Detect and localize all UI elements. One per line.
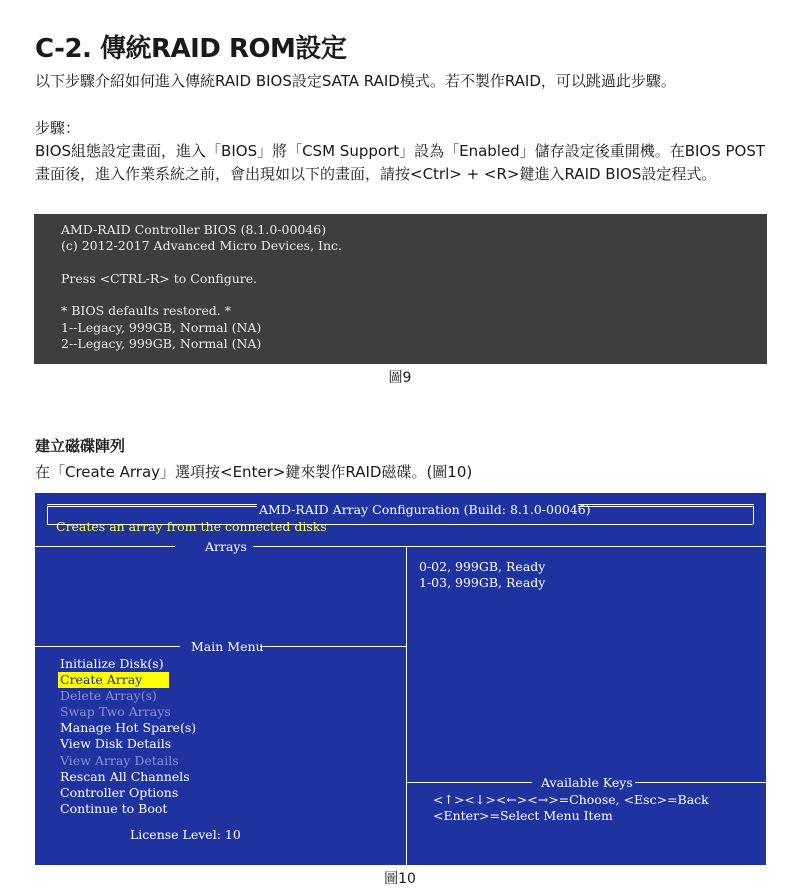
- keys-divider-right: [635, 782, 766, 783]
- menu-divider-left: [35, 646, 180, 647]
- menu-item-manage-hot-spares[interactable]: Manage Hot Spare(s): [60, 720, 197, 735]
- figure-9-caption: 圖9: [388, 370, 412, 386]
- panel-divider: [406, 546, 407, 865]
- section-title: 建立磁碟陣列: [35, 437, 126, 455]
- license-level: License Level: 10: [130, 827, 241, 842]
- main-menu-label: Main Menu: [191, 639, 264, 654]
- menu-divider-right: [260, 646, 406, 647]
- title-border-right: [578, 504, 754, 507]
- bios-line: 1--Legacy, 999GB, Normal (NA): [61, 319, 262, 335]
- menu-item-swap-two-arrays[interactable]: Swap Two Arrays: [60, 704, 171, 719]
- menu-item-view-array-details[interactable]: View Array Details: [60, 753, 179, 768]
- hint-text: Creates an array from the connected disks: [56, 519, 327, 534]
- frame-left-edge: [47, 507, 48, 524]
- bios-line: * BIOS defaults restored. *: [61, 303, 231, 319]
- menu-item-controller-options[interactable]: Controller Options: [60, 785, 179, 800]
- available-keys-label: Available Keys: [541, 775, 633, 790]
- steps-text: BIOS組態設定畫面，進入「BIOS」將「CSM Support」設為「Enabled」儲存設定後重開機。在BIOS POST畫面後，進入作業系統之前，會出現如以下的畫面，請按<Ctrl> + <R>鍵進入RAID BIOS設定程式。: [35, 142, 766, 183]
- frame-right-edge: [753, 507, 754, 524]
- key-help-navigation: <↑><↓><←><→>=Choose, <Esc>=Back: [433, 792, 709, 807]
- arrays-divider-right: [253, 546, 766, 547]
- title-border-left: [47, 504, 257, 507]
- keys-divider-left: [407, 782, 532, 783]
- key-help-enter: <Enter>=Select Menu Item: [433, 808, 613, 823]
- steps-label: 步驟：: [35, 119, 81, 137]
- menu-item-continue-to-boot[interactable]: Continue to Boot: [60, 801, 168, 816]
- arrays-divider-left: [35, 546, 175, 547]
- bios-line: [61, 287, 767, 303]
- figure-10-caption: 圖10: [384, 871, 416, 887]
- disk-entry[interactable]: 1-03, 999GB, Ready: [419, 575, 546, 590]
- bios-post-screen: [34, 214, 767, 364]
- intro-text: 以下步驟介紹如何進入傳統RAID BIOS設定SATA RAID模式。若不製作RAID，可以跳過此步驟。: [35, 72, 676, 90]
- raid-config-screen: [35, 493, 766, 865]
- bios-line: AMD-RAID Controller BIOS (8.1.0-00046): [61, 222, 327, 237]
- bios-line: (c) 2012-2017 Advanced Micro Devices, Inc.: [61, 238, 342, 254]
- bios-line: 2--Legacy, 999GB, Normal (NA): [61, 336, 262, 352]
- arrays-label: Arrays: [205, 539, 247, 554]
- raid-screen-title: AMD-RAID Array Configuration (Build: 8.1.0-00046): [259, 502, 591, 517]
- menu-item-view-disk-details[interactable]: View Disk Details: [60, 736, 172, 751]
- page-title: C-2. 傳統RAID ROM設定: [35, 34, 347, 64]
- bios-line: Press <CTRL-R> to Configure.: [61, 270, 258, 286]
- bios-line: [61, 255, 767, 271]
- menu-item-initialize-disks[interactable]: Initialize Disk(s): [60, 656, 164, 671]
- menu-item-delete-arrays[interactable]: Delete Array(s): [60, 688, 157, 703]
- section-text: 在「Create Array」選項按<Enter>鍵來製作RAID磁碟。(圖10): [35, 463, 473, 481]
- menu-item-rescan-all-channels[interactable]: Rescan All Channels: [60, 769, 190, 784]
- disk-entry[interactable]: 0-02, 999GB, Ready: [419, 559, 546, 574]
- menu-item-create-array[interactable]: Create Array: [58, 672, 169, 688]
